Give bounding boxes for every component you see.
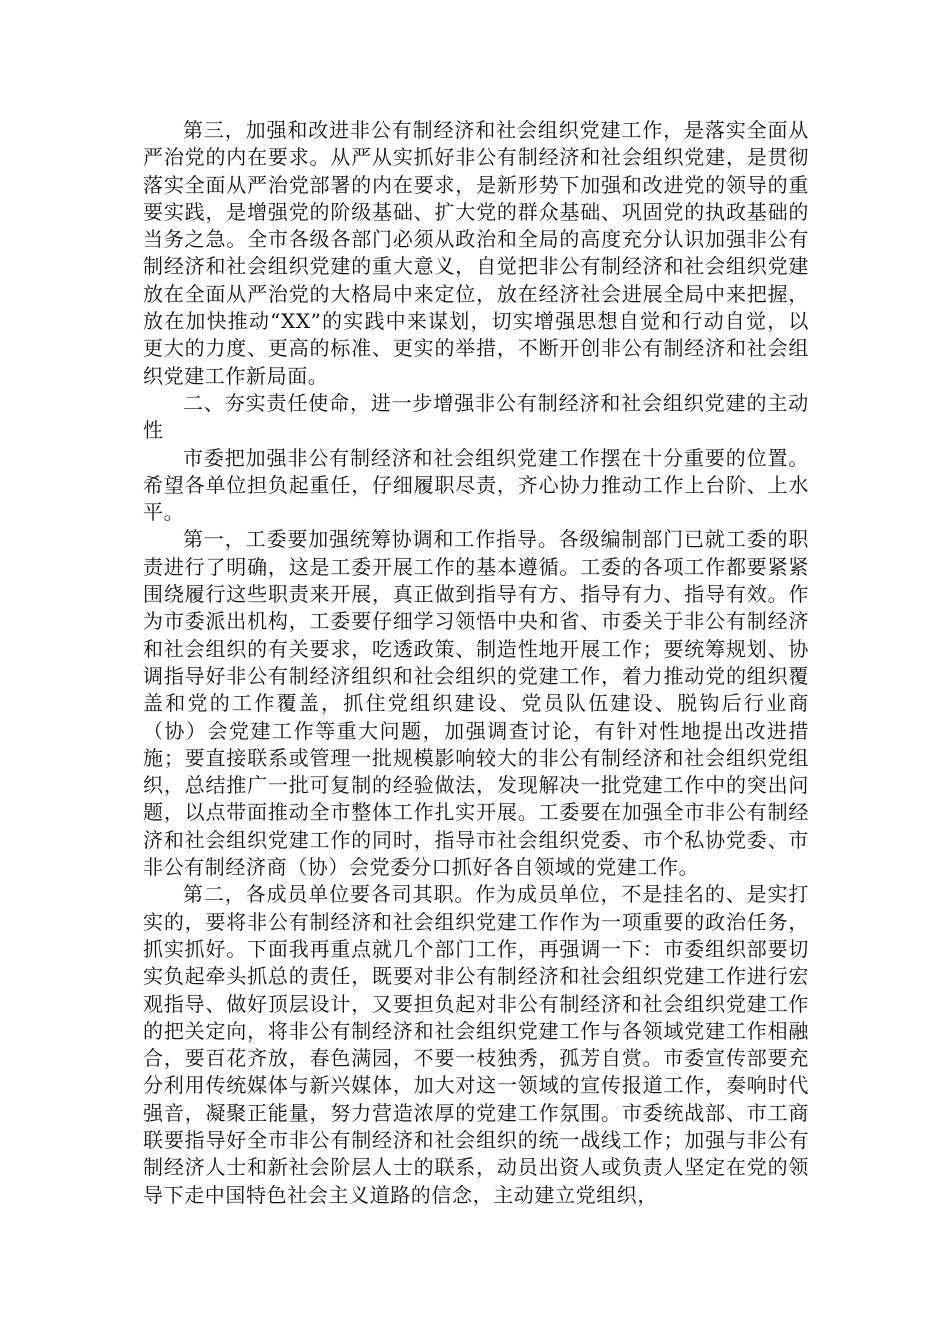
body-paragraph-4: 第二，各成员单位要各司其职。作为成员单位，不是挂名的、是实打实的，要将非公有制经济和社会组织党建工作作为一项重要的政治任务，抓实抓好。下面我再重点就几个部门工作，再强调一下：市委组织部要切实负起牵头抓总的责任，既要对非公有制经济和社会组织党建工作进行宏观指导、做好顶层设计，又要担负起对非公有制经济和社会组织党建工作的把关定向，将非公有制经济和社会组织党建工作与各领域党建工作相融合，要百花齐放，春色满园，不要一枝独秀，孤芳自赏。市委宣传部要充分利用传统媒体与新兴媒体，加大对这一领域的宣传报道工作，奏响时代强音，凝聚正能量，努力营造浓厚的党建工作氛围。市委统战部、市工商联要指导好全市非公有制经济和社会组织的统一战线工作；加强与非公有制经济人士和新社会阶层人士的联系，动员出资人或负责人坚定在党的领导下走中国特色社会主义道路的信念，主动建立党组织，	[143, 882, 809, 1207]
body-paragraph-1: 第三，加强和改进非公有制经济和社会组织党建工作，是落实全面从严治党的内在要求。从严从实抓好非公有制经济和社会组织党建，是贯彻落实全面从严治党部署的内在要求，是新形势下加强和改进党的领导的重要实践，是增强党的阶级基础、扩大党的群众基础、巩固党的执政基础的当务之急。全市各级各部门必须从政治和全局的高度充分认识加强非公有制经济和社会组织党建的重大意义，自觉把非公有制经济和社会组织党建放在全面从严治党的大格局中来定位，放在经济社会进展全局中来把握，放在加快推动“XX”的实践中来谋划，切实增强思想自觉和行动自觉，以更大的力度、更高的标准、更实的举措，不断开创非公有制经济和社会组织党建工作新局面。	[143, 118, 809, 388]
body-paragraph-2: 市委把加强非公有制经济和社会组织党建工作摆在十分重要的位置。希望各单位担负起重任，仔细履职尽责，齐心协力推动工作上台阶、上水平。	[143, 445, 809, 525]
body-paragraph-3: 第一，工委要加强统筹协调和工作指导。各级编制部门已就工委的职责进行了明确，这是工委开展工作的基本遵循。工委的各项工作都要紧紧围绕履行这些职责来开展，真正做到指导有方、指导有力、指导有效。作为市委派出机构，工委要仔细学习领悟中央和省、市委关于非公有制经济和社会组织的有关要求，吃透政策、制造性地开展工作；要统筹规划、协调指导好非公有制经济组织和社会组织的党建工作，着力推动党的组织覆盖和党的工作覆盖，抓住党组织建设、党员队伍建设、脱钩后行业商（协）会党建工作等重大问题，加强调查讨论，有针对性地提出改进措施；要直接联系或管理一批规模影响较大的非公有制经济和社会组织党组织，总结推广一批可复制的经验做法，发现解决一批党建工作中的突出问题，以点带面推动全市整体工作扎实开展。工委要在加强全市非公有制经济和社会组织党建工作的同时，指导市社会组织党委、市个私协党委、市非公有制经济商（协）会党委分口抓好各自领域的党建工作。	[143, 527, 809, 880]
document-page	[143, 117, 809, 1209]
section-heading: 二、夯实责任使命，进一步增强非公有制经济和社会组织党建的主动性	[143, 390, 809, 443]
